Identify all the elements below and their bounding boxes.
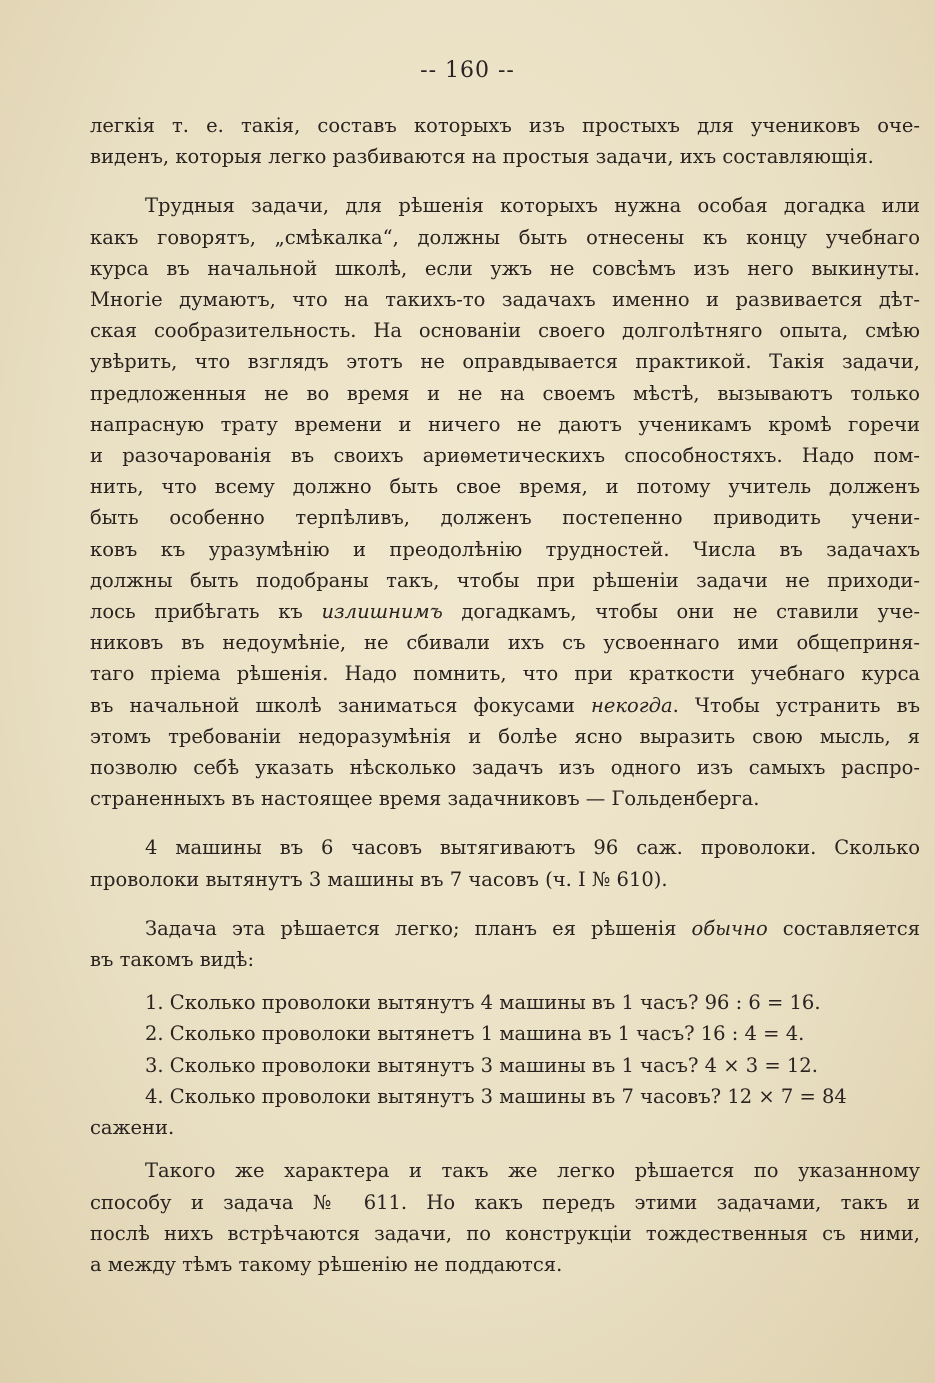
text-line: увѣрить, что взглядъ этотъ не оправдывается практикой. Такія задачи, xyxy=(90,350,920,374)
list-item: 1. Сколько проволоки вытянутъ 4 машины въ 1 часъ? 96 : 6 = 16. xyxy=(145,991,821,1015)
list-item: 3. Сколько проволоки вытянутъ 3 машины въ 1 часъ? 4 × 3 = 12. xyxy=(145,1053,818,1077)
page-number: -- 160 -- xyxy=(420,58,515,83)
text-line: позволю себѣ указать нѣсколько задачъ изъ одного изъ самыхъ распро- xyxy=(90,756,920,780)
text-line: ковъ къ уразумѣнію и преодолѣнію трудностей. Числа въ задачахъ xyxy=(90,537,920,561)
text-segment: . Чтобы устранить въ xyxy=(672,693,920,717)
text-line: таго пріема рѣшенія. Надо помнить, что при краткости учебнаго курса xyxy=(90,662,920,686)
text-line: виденъ, которыя легко разбиваются на простыя задачи, ихъ составляющія. xyxy=(90,145,874,169)
text-line: легкія т. е. такія, составъ которыхъ изъ простыхъ для учениковъ оче- xyxy=(90,114,920,137)
text-line: курса въ начальной школѣ, если ужъ не совсѣмъ изъ него выкинуты. xyxy=(90,256,920,280)
text-line: послѣ нихъ встрѣчаются задачи, по конструкціи тождественныя съ ними, xyxy=(90,1221,920,1245)
text-segment: Задача эта рѣшается легко; планъ ея рѣшенія xyxy=(145,916,692,940)
text-line: и разочарованія въ своихъ ариѳметическихъ способностяхъ. Надо пом- xyxy=(90,444,920,468)
list-item: 2. Сколько проволоки вытянетъ 1 машина въ 1 часъ? 16 : 4 = 4. xyxy=(145,1022,805,1046)
text-line: въ такомъ видѣ: xyxy=(90,948,255,972)
list-item: 4. Сколько проволоки вытянутъ 3 машины въ 7 часовъ? 12 × 7 = 84 xyxy=(145,1084,847,1108)
text-line: какъ говорятъ, „смѣкалка“, должны быть отнесены къ концу учебнаго xyxy=(90,225,920,249)
text-line: а между тѣмъ такому рѣшенію не поддаются. xyxy=(90,1252,563,1276)
text-segment: составляется xyxy=(767,916,920,940)
text-line: Многіе думаютъ, что на такихъ-то задачахъ именно и развивается дѣт- xyxy=(90,288,920,312)
text-line xyxy=(90,690,920,721)
page-body xyxy=(90,110,920,1280)
italic-word: излишнимъ xyxy=(321,600,443,624)
text-segment: лось прибѣгать къ xyxy=(90,600,322,624)
italic-word: обычно xyxy=(691,916,768,940)
text-line: ская сообразительность. На основаніи своего долголѣтняго опыта, смѣю xyxy=(90,319,920,343)
text-line: предложенныя не во время и не на своемъ мѣстѣ, вызываютъ только xyxy=(90,381,920,405)
text-line: должны быть подобраны такъ, чтобы при рѣшеніи задачи не приходи- xyxy=(90,568,920,592)
text-line: этомъ требованіи недоразумѣнія и болѣе ясно выразить свою мысль, я xyxy=(90,724,920,748)
text-line: Такого же характера и такъ же легко рѣшается по указанному xyxy=(145,1159,920,1183)
text-line: способу и задача № 611. Но какъ передъ этими задачами, такъ и xyxy=(90,1190,920,1214)
text-line: страненныхъ въ настоящее время задачниковъ — Гольденберга. xyxy=(90,787,760,811)
text-line xyxy=(90,913,920,944)
text-line: напрасную трату времени и ничего не даютъ ученикамъ кромѣ горечи xyxy=(90,412,920,436)
text-line: никовъ въ недоумѣніе, не сбивали ихъ съ усвоеннаго ими общеприня- xyxy=(90,631,920,655)
text-segment: догадкамъ, чтобы они не ставили уче- xyxy=(442,600,921,624)
text-line xyxy=(90,596,920,627)
text-line: быть особенно терпѣливъ, долженъ постепенно приводить учени- xyxy=(90,506,920,530)
italic-word: некогда xyxy=(590,693,673,717)
text-line: Трудныя задачи, для рѣшенія которыхъ нужна особая догадка или xyxy=(145,194,920,218)
text-line: проволоки вытянутъ 3 машины въ 7 часовъ (ч. I № 610). xyxy=(90,867,668,891)
text-line: нить, что всему должно быть свое время, и потому учитель долженъ xyxy=(90,475,920,499)
text-line: 4 машины въ 6 часовъ вытягиваютъ 96 саж. проволоки. Сколько xyxy=(145,836,920,860)
text-segment: въ начальной школѣ заниматься фокусами xyxy=(90,693,591,717)
text-line: сажени. xyxy=(90,1116,175,1140)
